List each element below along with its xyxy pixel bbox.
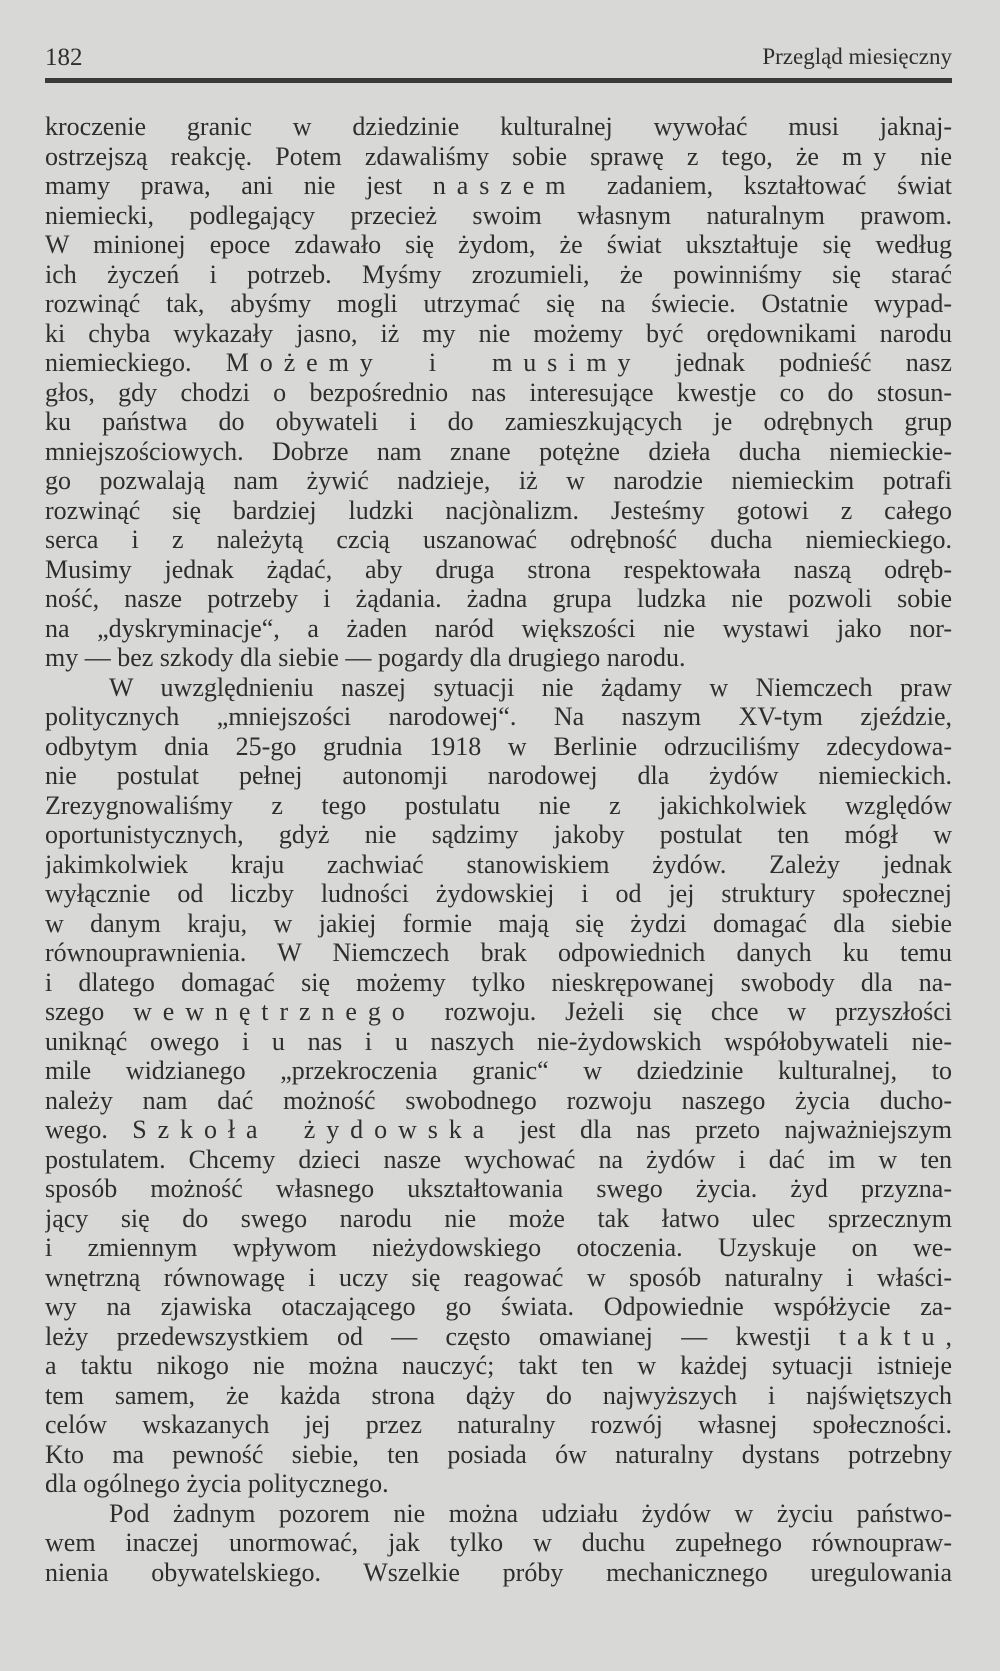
text-segment: oportunistycznych, gdyż nie sądzimy jakoby postulat ten mógł w: [45, 820, 952, 849]
page-header: [45, 44, 952, 74]
text-line: [45, 260, 952, 290]
text-line: [45, 1499, 952, 1529]
text-line: [45, 1322, 952, 1352]
text-line: [45, 1469, 952, 1499]
text-line: [45, 1351, 952, 1381]
text-line: [45, 1145, 952, 1175]
text-segment: odbytym dnia 25-go grudnia 1918 w Berlinie odrzuciliśmy zdecydowa-: [45, 731, 952, 761]
text-line: [45, 938, 952, 968]
text-line: [45, 230, 952, 260]
spaced-emphasis: taktu: [838, 1321, 946, 1351]
spaced-emphasis: my: [842, 141, 898, 171]
text-segment: W uwzględnieniu naszej sytuacji nie żądamy w Niemczech praw: [109, 672, 952, 702]
text-segment: niemieckiego.: [45, 348, 226, 377]
text-line: [45, 643, 952, 673]
text-segment: jący się do swego narodu nie może tak łatwo ulec sprzecznym: [45, 1203, 952, 1233]
text-segment: wy na zjawiska otaczającego go świata. Odpowiednie współżycie za-: [45, 1292, 952, 1321]
text-segment: go pozwalają nam żywić nadzieje, iż w narodzie niemieckim potrafi: [45, 466, 952, 495]
text-segment: mniejszościowych. Dobrze nam znane potężne dzieła ducha niemieckie-: [45, 436, 952, 466]
text-segment: serca i z należytą czcią uszanować odrębność ducha niemieckiego.: [45, 525, 952, 554]
text-line: [45, 1027, 952, 1057]
text-line: [45, 1440, 952, 1470]
text-segment: ich życzeń i potrzeb. Myśmy zrozumieli, że powinniśmy się starać: [45, 259, 952, 289]
text-segment: ostrzejszą reakcję. Potem zdawaliśmy sobie sprawę z tego, że: [45, 141, 843, 171]
text-line: [45, 1528, 952, 1558]
text-line: [45, 673, 952, 703]
text-segment: głos, gdy chodzi o bezpośrednio nas interesujące kwestje co do stosun-: [45, 377, 952, 407]
text-line: [45, 614, 952, 644]
text-segment: jednak podnieść nasz: [641, 348, 952, 377]
text-line: [45, 201, 952, 231]
text-line: [45, 378, 952, 408]
text-line: [45, 1263, 952, 1293]
text-line: [45, 171, 952, 201]
text-segment: ki chyba wykazały jasno, iż my nie możemy być orędownikami narodu: [45, 318, 952, 348]
text-line: [45, 407, 952, 437]
text-segment: uniknąć owego i u nas i u naszych nie-żydowskich współobywateli nie-: [45, 1026, 952, 1056]
text-line: [45, 820, 952, 850]
text-line: [45, 1115, 952, 1145]
text-segment: w danym kraju, w jakiej formie mają się żydzi domagać dla siebie: [45, 908, 952, 938]
text-line: [45, 702, 952, 732]
text-line: [45, 1233, 952, 1263]
text-segment: szego: [45, 997, 134, 1026]
text-segment: my — bez szkody dla siebie — pogardy dla drugiego narodu.: [45, 643, 686, 672]
text-line: [45, 1204, 952, 1234]
text-line: [45, 1174, 952, 1204]
text-line: [45, 909, 952, 939]
text-line: [45, 1381, 952, 1411]
text-segment: nienia obywatelskiego. Wszelkie próby mechanicznego uregulowania: [45, 1557, 952, 1587]
spaced-emphasis: wewnętrznego: [133, 997, 416, 1026]
text-segment: Musimy jednak żądać, aby druga strona respektowała naszą odręb-: [45, 554, 952, 584]
text-line: [45, 732, 952, 762]
text-segment: W minionej epoce zdawało się żydom, że świat ukształtuje się według: [45, 230, 952, 259]
text-line: [45, 761, 952, 791]
text-line: [45, 879, 952, 909]
text-segment: tem samem, że każda strona dąży do najwyższych i najświętszych: [45, 1380, 952, 1410]
text-segment: Kto ma pewność siebie, ten posiada ów naturalny dystans potrzebny: [45, 1439, 952, 1469]
text-line: [45, 142, 952, 172]
text-segment: wnętrzną równowagę i uczy się reagować w sposób naturalny i właści-: [45, 1262, 952, 1292]
spaced-emphasis: naszem: [432, 171, 577, 200]
text-segment: jest dla nas przeto najważniejszym: [495, 1115, 952, 1144]
text-line: [45, 584, 952, 614]
text-segment: zadaniem, kształtować świat: [576, 171, 952, 200]
text-segment: sposób możność własnego ukształtowania swego życia. żyd przyzna-: [45, 1174, 952, 1203]
text-line: [45, 319, 952, 349]
spaced-emphasis: Możemy i musimy: [225, 348, 642, 377]
text-segment: ku państwa do obywateli i do zamieszkujących je odrębnych grup: [45, 407, 952, 436]
text-segment: wego.: [45, 1115, 133, 1144]
text-line: [45, 289, 952, 319]
text-line: [45, 466, 952, 496]
text-line: [45, 555, 952, 585]
text-segment: leży przedewszystkiem od — często omawianej — kwestji: [45, 1321, 839, 1351]
text-segment: rozwinąć się bardziej ludzki nacjònalizm. Jesteśmy gotowi z całego: [45, 495, 952, 525]
text-segment: dla ogólnego życia politycznego.: [45, 1469, 389, 1498]
text-segment: a taktu nikogo nie można nauczyć; takt ten w każdej sytuacji istnieje: [45, 1351, 952, 1380]
text-line: [45, 1292, 952, 1322]
header-rule: [45, 78, 952, 83]
text-segment: i dlatego domagać się możemy tylko nieskrępowanej swobody dla na-: [45, 967, 952, 997]
body-text: [45, 112, 952, 1587]
text-segment: kroczenie granic w dziedzinie kulturalnej wywołać musi jaknaj-: [45, 112, 952, 141]
text-line: [45, 112, 952, 142]
text-segment: na „dyskryminacje“, a żaden naród większości nie wystawi jako nor-: [45, 613, 952, 643]
text-segment: nie postulat pełnej autonomji narodowej dla żydów niemieckich.: [45, 761, 952, 790]
running-title: Przegląd miesięczny: [762, 44, 952, 69]
text-segment: i zmiennym wpływom nieżydowskiego otoczenia. Uzyskuje on we-: [45, 1233, 952, 1262]
text-line: [45, 968, 952, 998]
text-segment: Zrezygnowaliśmy z tego postulatu nie z jakichkolwiek względów: [45, 790, 952, 820]
text-segment: wem inaczej unormować, jak tylko w duchu zupełnego równoupraw-: [45, 1528, 952, 1557]
text-line: [45, 496, 952, 526]
text-segment: ność, nasze potrzeby i żądania. żadna grupa ludzka nie pozwoli sobie: [45, 584, 952, 613]
text-segment: niemiecki, podlegający przecież swoim własnym naturalnym prawom.: [45, 200, 952, 230]
spaced-emphasis: Szkoła żydowska: [132, 1115, 496, 1144]
text-line: [45, 1086, 952, 1116]
text-segment: mamy prawa, ani nie jest: [45, 171, 433, 200]
page-number: 182: [45, 44, 83, 71]
text-line: [45, 791, 952, 821]
text-line: [45, 850, 952, 880]
text-segment: nie: [897, 141, 952, 171]
text-line: [45, 1410, 952, 1440]
text-segment: celów wskazanych jej przez naturalny rozwój własnej społeczności.: [45, 1410, 952, 1439]
text-segment: równouprawnienia. W Niemczech brak odpowiednich danych ku temu: [45, 938, 952, 967]
text-segment: rozwoju. Jeżeli się chce w przyszłości: [415, 997, 952, 1026]
text-segment: ,: [945, 1321, 952, 1351]
text-segment: wyłącznie od liczby ludności żydowskiej i od jej struktury społecznej: [45, 879, 952, 908]
text-segment: mile widzianego „przekroczenia granic“ w dziedzinie kulturalnej, to: [45, 1056, 952, 1085]
text-line: [45, 525, 952, 555]
text-line: [45, 1056, 952, 1086]
text-segment: jakimkolwiek kraju zachwiać stanowiskiem żydów. Zależy jednak: [45, 849, 952, 879]
text-segment: należy nam dać możność swobodnego rozwoju naszego życia ducho-: [45, 1085, 952, 1115]
text-line: [45, 1558, 952, 1588]
text-segment: postulatem. Chcemy dzieci nasze wychować na żydów i dać im w ten: [45, 1144, 952, 1174]
text-segment: politycznych „mniejszości narodowej“. Na naszym XV-tym zjeździe,: [45, 702, 952, 731]
text-line: [45, 348, 952, 378]
text-segment: Pod żadnym pozorem nie można udziału żydów w życiu państwo-: [109, 1498, 952, 1528]
text-line: [45, 997, 952, 1027]
text-segment: rozwinąć tak, abyśmy mogli utrzymać się na świecie. Ostatnie wypad-: [45, 289, 952, 318]
text-line: [45, 437, 952, 467]
